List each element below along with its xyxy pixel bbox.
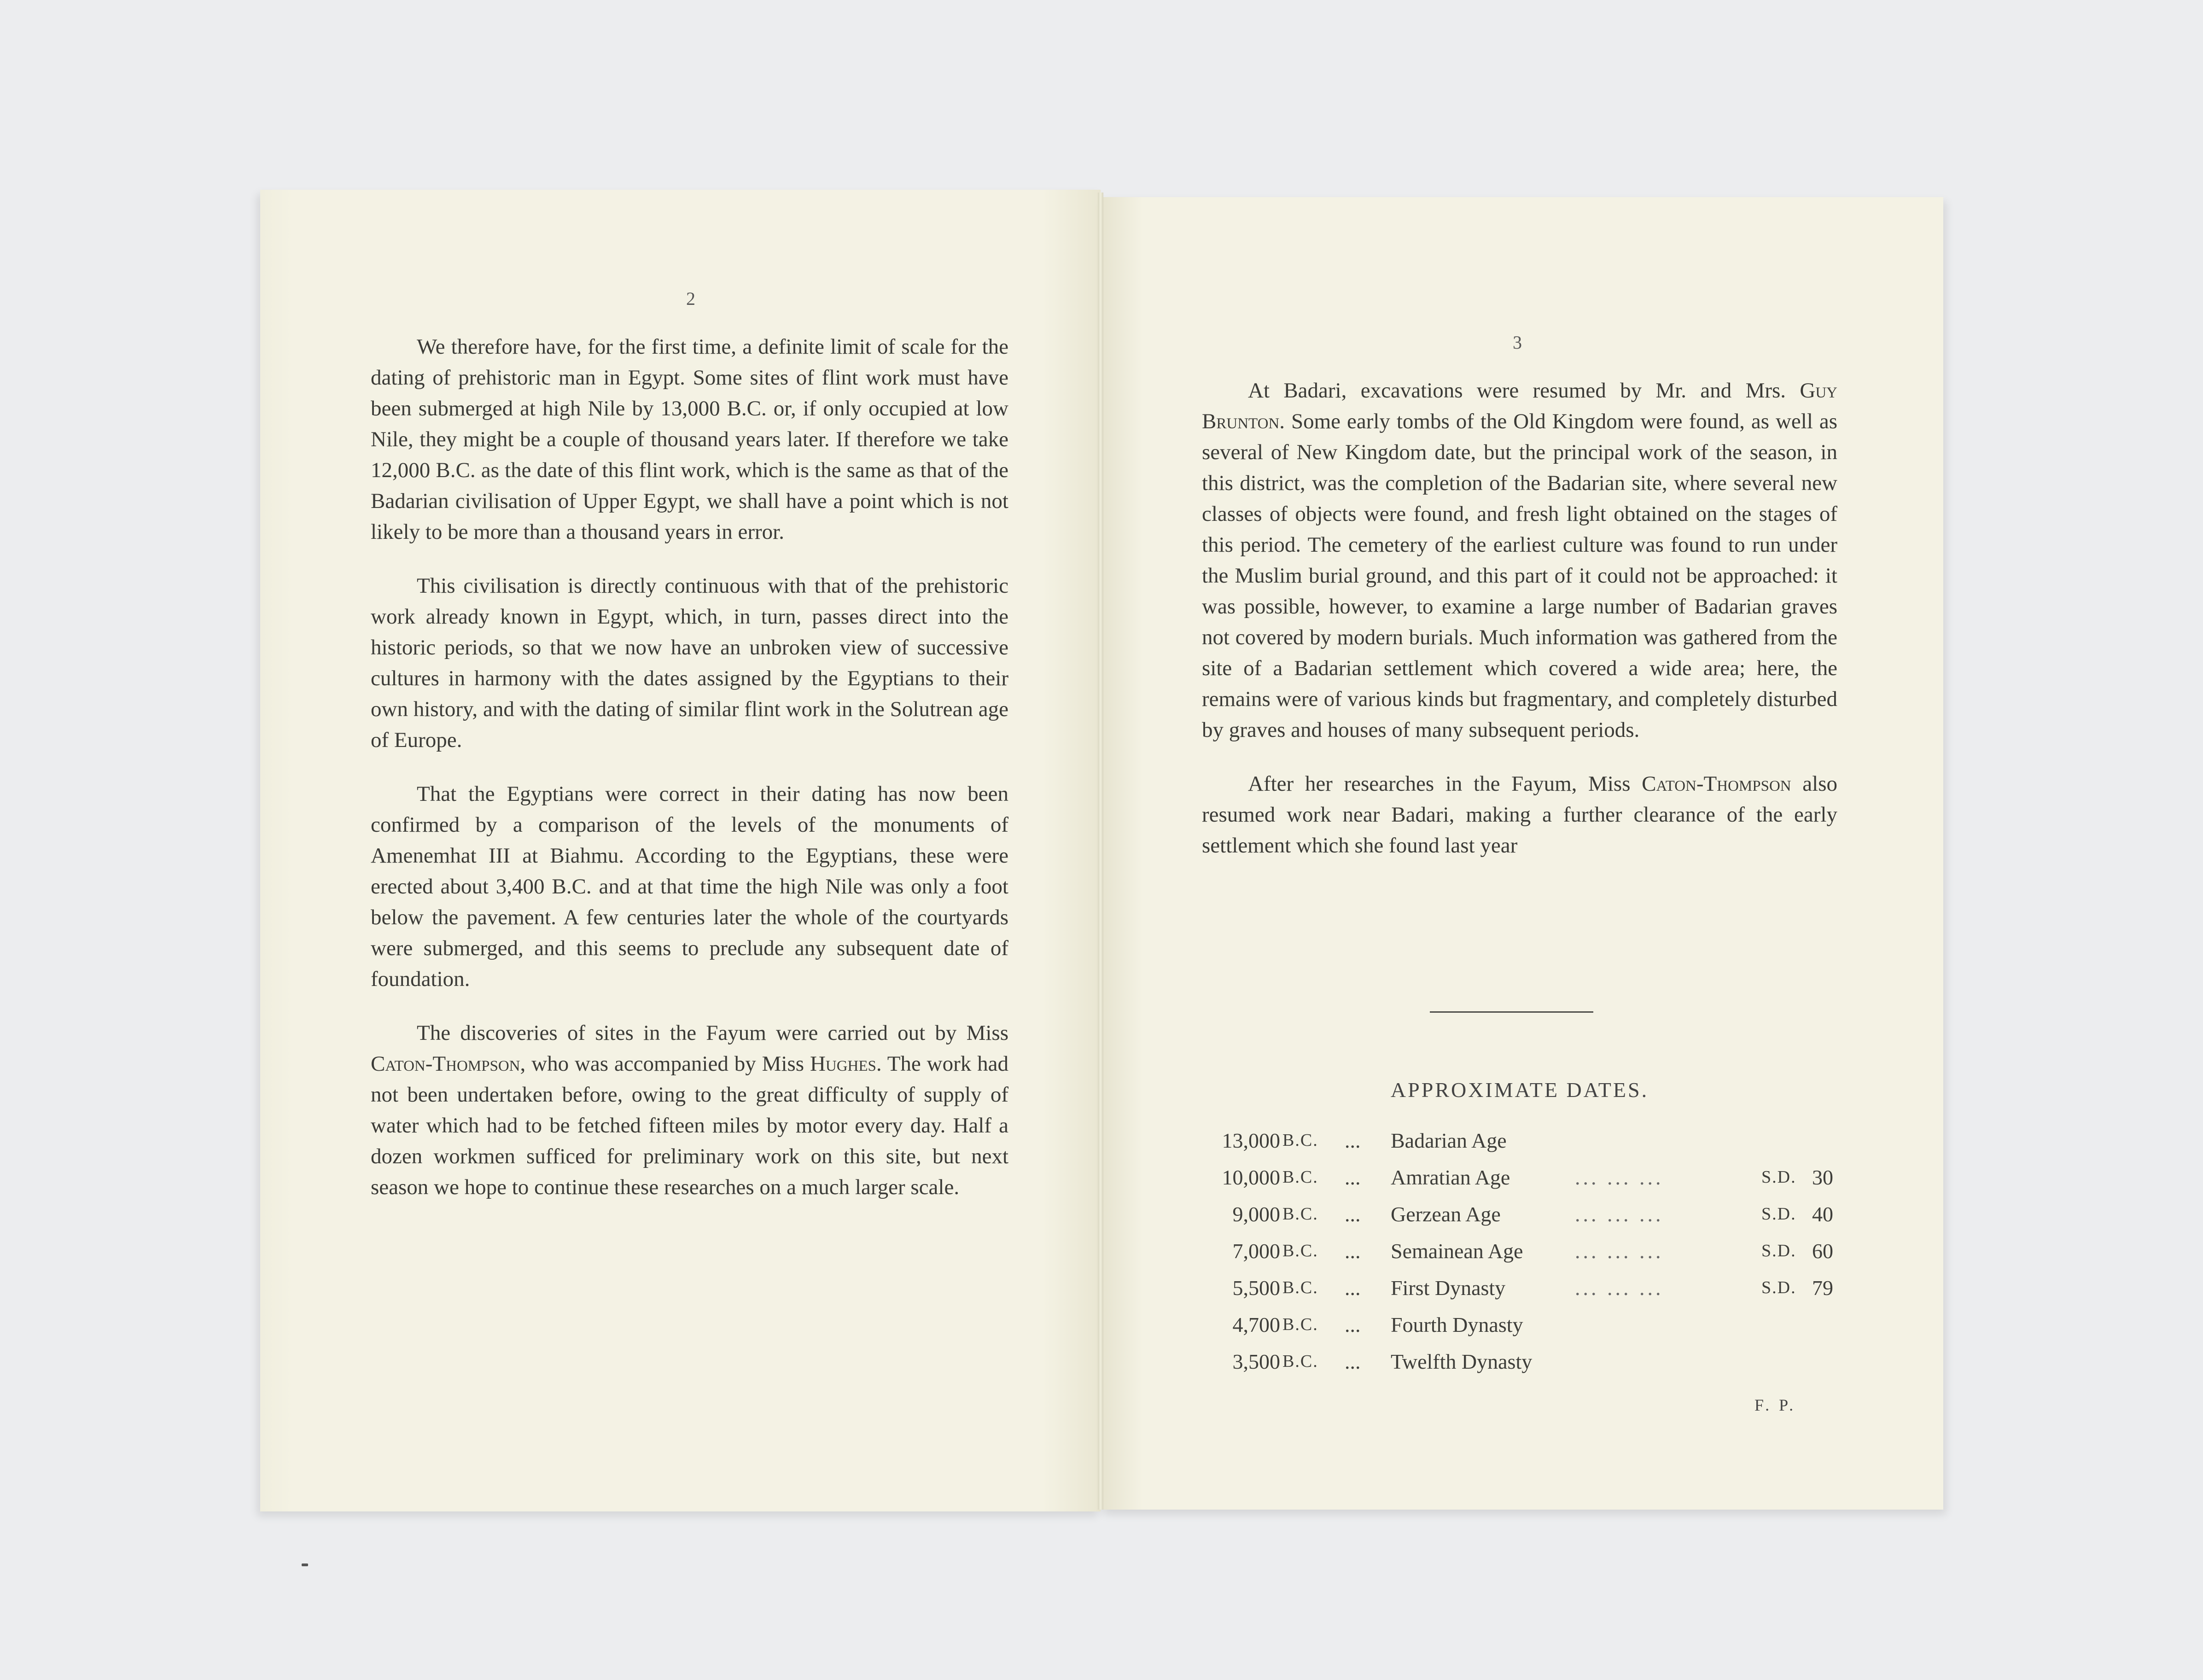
date-name: Gerzean Age [1391, 1202, 1501, 1226]
date-leader: ... ... ... [1575, 1276, 1664, 1300]
date-sd-num: 30 [1812, 1166, 1833, 1189]
date-era: B.C. [1282, 1278, 1318, 1297]
left-page-text [371, 332, 1008, 1226]
date-era: B.C. [1282, 1315, 1318, 1334]
date-row [1197, 1202, 1842, 1234]
date-dots: ... [1345, 1239, 1361, 1263]
date-name: First Dynasty [1391, 1276, 1506, 1300]
date-dots: ... [1345, 1129, 1361, 1152]
date-year: 10,000 [1222, 1166, 1280, 1189]
section-divider [1430, 1011, 1593, 1013]
book-gutter [1098, 192, 1103, 1510]
date-dots: ... [1345, 1350, 1361, 1373]
date-era: B.C. [1282, 1131, 1318, 1150]
date-row [1197, 1349, 1842, 1382]
date-leader: ... ... ... [1575, 1202, 1664, 1226]
date-name: Twelfth Dynasty [1391, 1350, 1533, 1373]
right-page-text [1202, 375, 1837, 884]
date-row [1197, 1165, 1842, 1197]
date-dots: ... [1345, 1276, 1361, 1300]
date-era: B.C. [1282, 1167, 1318, 1187]
date-sd-num: 40 [1812, 1202, 1833, 1226]
date-year: 5,500 [1232, 1276, 1280, 1300]
date-year: 7,000 [1232, 1239, 1280, 1263]
left-paragraph-2: This civilisation is directly continuous with that of the prehistoric work already known in Egypt, which, in turn, passes direct into the historic periods, so that we now have an unbroken view of successive cultures in harmony with the dates assigned by the Egyptians to their own history, and with the dating of similar flint work in the Solutrean age of Europe. [371, 574, 1008, 752]
date-name: Fourth Dynasty [1391, 1313, 1523, 1336]
date-year: 4,700 [1232, 1313, 1280, 1336]
date-name: Badarian Age [1391, 1129, 1507, 1152]
dust-speck [302, 1563, 308, 1566]
author-initials: F. P. [1754, 1396, 1796, 1414]
right-paragraph-2: After her researches in the Fayum, Miss Caton-Thompson also resumed work near Badari, making a further clearance of the early settlement which she found last year [1202, 772, 1837, 858]
left-page-number: 2 [686, 288, 695, 309]
date-dots: ... [1345, 1313, 1361, 1336]
right-page-number: 3 [1513, 332, 1522, 353]
date-sd: S.D. [1761, 1278, 1796, 1297]
date-year: 9,000 [1232, 1202, 1280, 1226]
date-sd: S.D. [1761, 1167, 1796, 1187]
left-paragraph-1: We therefore have, for the first time, a definite limit of scale for the dating of prehistoric man in Egypt. Some sites of flint work must have been submerged at high Nile by 13,000 B.C. or, if only occupied at low Nile, they might be a couple of thousand years later. If therefore we take 12,000 B.C. as the date of this flint work, which is the same as that of the Badarian civilisation of Upper Egypt, we shall have a point which is not likely to be more than a thousand years in error. [371, 335, 1008, 544]
dates-title: APPROXIMATE DATES. [1390, 1078, 1649, 1102]
date-name: Amratian Age [1391, 1166, 1510, 1189]
date-leader: ... ... ... [1575, 1166, 1664, 1189]
date-row [1197, 1276, 1842, 1308]
right-paragraph-1: At Badari, excavations were resumed by Mr. and Mrs. Guy Brunton. Some early tombs of the Old Kingdom were found, as well as several of New Kingdom date, but the principal work of the season, in this district, was the completion of the Badarian site, where several new classes of objects were found, and fresh light obtained on the stages of this period. The cemetery of the earliest culture was found to run under the Muslim burial ground, and this part of it could not be approached: it was possible, however, to examine a large number of Badarian graves not covered by modern burials. Much information was gathered from the site of a Badarian settlement which covered a wide area; here, the remains were of various kinds but fragmentary, and completely disturbed by graves and houses of many subsequent periods. [1202, 379, 1837, 742]
date-sd: S.D. [1761, 1204, 1796, 1224]
date-sd: S.D. [1761, 1241, 1796, 1260]
date-era: B.C. [1282, 1352, 1318, 1371]
date-leader: ... ... ... [1575, 1239, 1664, 1263]
date-dots: ... [1345, 1166, 1361, 1189]
date-dots: ... [1345, 1202, 1361, 1226]
date-year: 3,500 [1232, 1350, 1280, 1373]
date-era: B.C. [1282, 1204, 1318, 1224]
date-row [1197, 1239, 1842, 1271]
date-name: Semainean Age [1391, 1239, 1523, 1263]
left-paragraph-3: That the Egyptians were correct in their dating has now been confirmed by a comparison of the levels of the monuments of Amenemhat III at Biahmu. According to the Egyptians, these were erected about 3,400 B.C. and at that time the high Nile was only a foot below the pavement. A few centuries later the whole of the courtyards were submerged, and this seems to preclude any subsequent date of foundation. [371, 782, 1008, 991]
date-row [1197, 1312, 1842, 1345]
date-era: B.C. [1282, 1241, 1318, 1260]
date-year: 13,000 [1222, 1129, 1280, 1152]
date-row [1197, 1128, 1842, 1161]
left-paragraph-4: The discoveries of sites in the Fayum were carried out by Miss Caton-Thompson, who was accompanied by Miss Hughes. The work had not been undertaken before, owing to the great difficulty of supply of water which had to be fetched fifteen miles by motor every day. Half a dozen workmen sufficed for preliminary work on this site, but next season we hope to continue these researches on a much larger scale. [371, 1021, 1008, 1199]
date-sd-num: 79 [1812, 1276, 1833, 1300]
date-sd-num: 60 [1812, 1239, 1833, 1263]
